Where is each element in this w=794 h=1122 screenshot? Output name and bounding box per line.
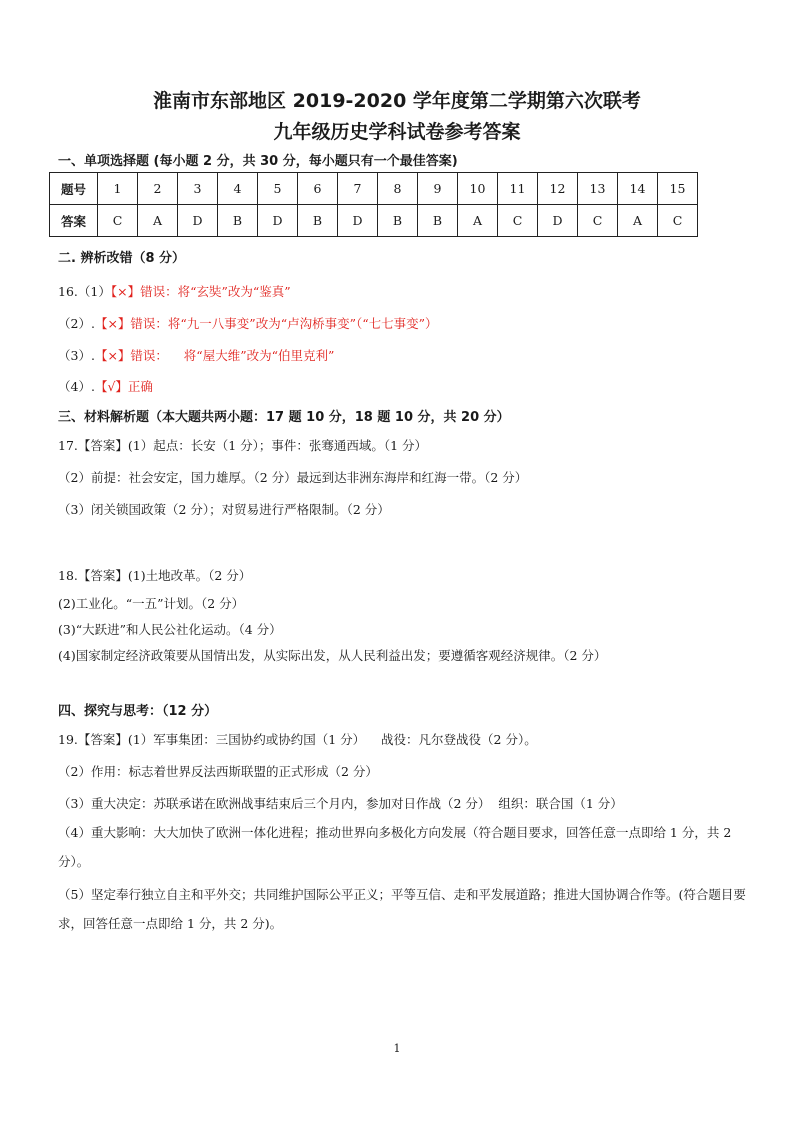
answer-cell: D bbox=[538, 205, 578, 237]
answer-cell: B bbox=[218, 205, 258, 237]
answer-cell: B bbox=[418, 205, 458, 237]
correction-text: 【×】错误： 将“屋大维”改为“伯里克利” bbox=[94, 348, 335, 363]
answer-cell: B bbox=[298, 205, 338, 237]
correction-item bbox=[58, 282, 291, 300]
answer-line: 17.【答案】(1）起点：长安（1 分）；事件：张骞通西域。（1 分） bbox=[58, 438, 428, 453]
answer-cell: C bbox=[658, 205, 698, 237]
answer-cell: C bbox=[578, 205, 618, 237]
question-number: 8 bbox=[378, 173, 418, 205]
answer-cell: C bbox=[498, 205, 538, 237]
question-number: 10 bbox=[458, 173, 498, 205]
question-number: 1 bbox=[98, 173, 138, 205]
section-heading-correction: 二. 辨析改错（8 分） bbox=[58, 251, 186, 266]
section-heading-material: 三、材料解析题（本大题共两小题：17 题 10 分，18 题 10 分，共 20 分） bbox=[58, 410, 510, 425]
document-subtitle: 九年级历史学科试卷参考答案 bbox=[273, 121, 521, 143]
question-number: 5 bbox=[258, 173, 298, 205]
document-title: 淮南市东部地区 2019-2020 学年度第二学期第六次联考 bbox=[153, 90, 641, 112]
correction-item bbox=[58, 314, 438, 332]
answer-cell: A bbox=[618, 205, 658, 237]
answer-cell: A bbox=[458, 205, 498, 237]
question-number: 9 bbox=[418, 173, 458, 205]
answer-cell: D bbox=[178, 205, 218, 237]
table-row-answers bbox=[50, 205, 698, 237]
answer-line: (3)“大跃进”和人民公社化运动。（4 分） bbox=[58, 622, 282, 637]
page-number: 1 bbox=[393, 1042, 401, 1055]
table-row-questions bbox=[50, 173, 698, 205]
answer-cell: D bbox=[338, 205, 378, 237]
answer-line: （2）作用：标志着世界反法西斯联盟的正式形成（2 分） bbox=[58, 764, 378, 779]
answer-cell: D bbox=[258, 205, 298, 237]
correction-item bbox=[58, 377, 153, 395]
row-label-answer: 答案 bbox=[50, 205, 98, 237]
question-number: 3 bbox=[178, 173, 218, 205]
item-prefix: （2）. bbox=[58, 316, 95, 331]
answer-cell: C bbox=[98, 205, 138, 237]
item-prefix: （3）. bbox=[58, 348, 95, 363]
answer-table bbox=[49, 172, 698, 237]
section-heading-inquiry: 四、探究与思考：（12 分） bbox=[58, 704, 218, 719]
question-number: 7 bbox=[338, 173, 378, 205]
answer-line: （3）重大决定：苏联承诺在欧洲战事结束后三个月内，参加对日作战（2 分） 组织：联合国（1 分） bbox=[58, 796, 623, 811]
correction-item bbox=[58, 346, 334, 364]
section-heading-choice: 一、单项选择题 (每小题 2 分，共 30 分，每小题只有一个最佳答案) bbox=[58, 154, 458, 169]
question-number: 12 bbox=[538, 173, 578, 205]
question-number: 15 bbox=[658, 173, 698, 205]
answer-paragraph: （4）重大影响：大大加快了欧洲一体化进程；推动世界向多极化方向发展（符合题目要求，回答任意一点即给 1 分，共 2 分）。 bbox=[58, 825, 732, 869]
answer-line: （3）闭关锁国政策（2 分）；对贸易进行严格限制。（2 分） bbox=[58, 502, 390, 517]
correction-text: 【×】错误：将“九一八事变”改为“卢沟桥事变”（“七七事变”） bbox=[94, 316, 438, 331]
answer-line: 19.【答案】(1）军事集团：三国协约或协约国（1 分） 战役：凡尔登战役（2 分）。 bbox=[58, 732, 537, 747]
answer-line: （2）前提：社会安定，国力雄厚。（2 分）最远到达非洲东海岸和红海一带。（2 分） bbox=[58, 470, 528, 485]
row-label-question: 题号 bbox=[50, 173, 98, 205]
question-number: 11 bbox=[498, 173, 538, 205]
correction-text: 【×】错误：将“玄奘”改为“鉴真” bbox=[110, 284, 291, 299]
answer-line: (2)工业化。“一五”计划。（2 分） bbox=[58, 596, 245, 611]
question-number: 13 bbox=[578, 173, 618, 205]
question-number: 2 bbox=[138, 173, 178, 205]
question-number: 6 bbox=[298, 173, 338, 205]
correction-text: 【√】正确 bbox=[94, 379, 153, 394]
item-prefix: （4）. bbox=[58, 379, 95, 394]
answer-paragraph: （5）坚定奉行独立自主和平外交；共同维护国际公平正义；平等互信、走和平发展道路；推进大国协调合作等。(符合题目要求，回答任意一点即给 1 分，共 2 分)。 bbox=[58, 887, 746, 931]
item-prefix: 16.（1） bbox=[58, 284, 111, 299]
question-number: 14 bbox=[618, 173, 658, 205]
answer-cell: A bbox=[138, 205, 178, 237]
answer-cell: B bbox=[378, 205, 418, 237]
answer-line: (4)国家制定经济政策要从国情出发，从实际出发，从人民利益出发；要遵循客观经济规律。（2 分） bbox=[58, 648, 607, 663]
answer-line: 18.【答案】(1)土地改革。（2 分） bbox=[58, 568, 252, 583]
question-number: 4 bbox=[218, 173, 258, 205]
